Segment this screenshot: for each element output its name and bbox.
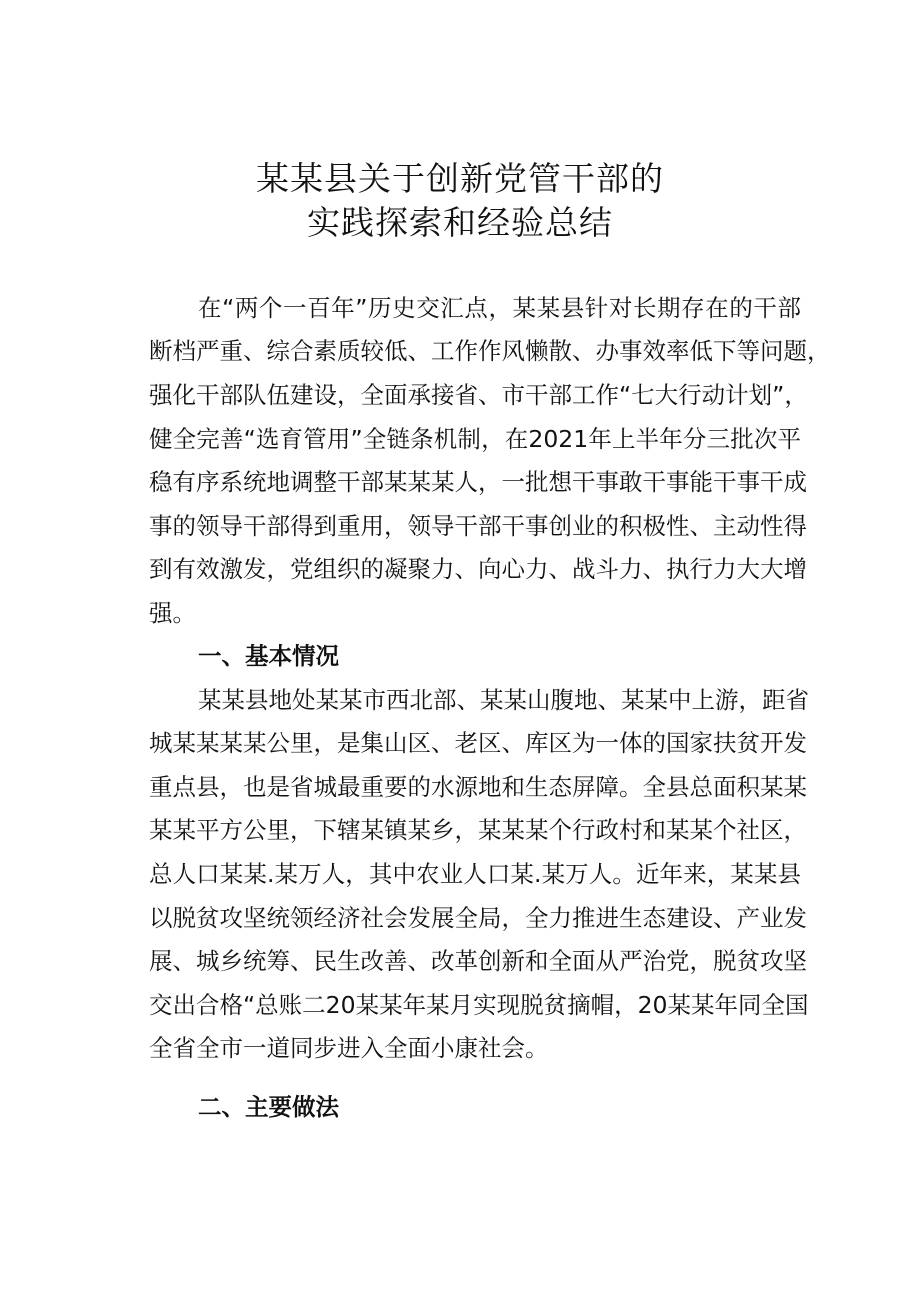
intro-line: 到有效激发，党组织的凝聚力、向心力、战斗力、执行力大大增 bbox=[149, 555, 807, 583]
intro-line: 断档严重、综合素质较低、工作作风懒散、办事效率低下等问题， bbox=[149, 337, 831, 365]
section1-line: 城某某某某公里，是集山区、老区、库区为一体的国家扶贫开发 bbox=[149, 729, 807, 757]
section1-line: 全省全市一道同步进入全面小康社会。 bbox=[149, 1034, 549, 1062]
section1-line: 总人口某某.某万人，其中农业人口某.某万人。近年来，某某县 bbox=[149, 860, 801, 888]
document-title-line-2: 实践探索和经验总结 bbox=[307, 203, 613, 242]
intro-line: 事的领导干部得到重用，领导干部干事创业的积极性、主动性得 bbox=[149, 512, 807, 540]
section1-line: 交出合格“总账二20某某年某月实现脱贫摘帽，20某某年同全国 bbox=[149, 991, 809, 1019]
document-title-line-1: 某某县关于创新党管干部的 bbox=[256, 159, 664, 198]
intro-line: 强化干部队伍建设，全面承接省、市干部工作“七大行动计划”， bbox=[149, 381, 808, 409]
intro-line: 稳有序系统地调整干部某某某人，一批想干事敢干事能干事干成 bbox=[149, 468, 807, 496]
intro-line: 健全完善“选育管用”全链条机制，在2021年上半年分三批次平 bbox=[149, 425, 801, 453]
intro-line: 在“两个一百年”历史交汇点，某某县针对长期存在的干部 bbox=[198, 294, 801, 322]
intro-line: 强。 bbox=[149, 599, 196, 627]
section1-line: 某某平方公里，下辖某镇某乡，某某某个行政村和某某个社区， bbox=[149, 816, 807, 844]
section1-line: 以脱贫攻坚统领经济社会发展全局，全力推进生态建设、产业发 bbox=[149, 904, 807, 932]
section1-line: 重点县，也是省城最重要的水源地和生态屏障。全县总面积某某 bbox=[149, 773, 807, 801]
section1-line: 某某县地处某某市西北部、某某山腹地、某某中上游，距省 bbox=[198, 686, 809, 714]
section1-line: 展、城乡统筹、民生改善、改革创新和全面从严治党，脱贫攻坚 bbox=[149, 947, 807, 975]
section-heading-basic-situation: 一、基本情况 bbox=[198, 642, 339, 670]
section-heading-main-practices: 二、主要做法 bbox=[198, 1093, 339, 1121]
